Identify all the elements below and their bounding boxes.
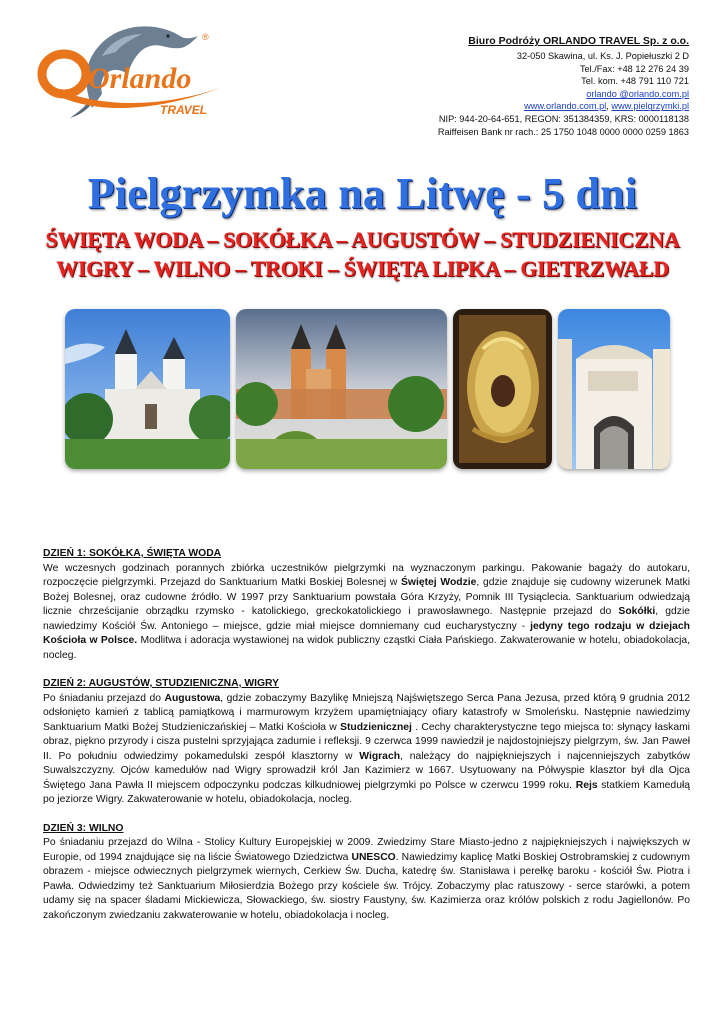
logo-subtext: TRAVEL: [160, 103, 208, 117]
route-subtitle-line-1: ŚWIĘTA WODA – SOKÓŁKA – AUGUSTÓW – STUDZIENICZNA: [45, 227, 680, 252]
registered-mark: ®: [202, 32, 209, 42]
day-description: [43, 836, 690, 923]
company-website-link[interactable]: www.orlando.com.pl: [524, 101, 607, 112]
orlando-travel-logo: [30, 22, 230, 122]
pilgrimage-website-link[interactable]: www.pielgrzymki.pl: [611, 101, 689, 112]
bold-place-name: Rejs: [575, 779, 598, 791]
bold-place-name: Świętej Wodzie: [401, 577, 477, 588]
text-run: . Cechy charakterystyczne tego miejsca to: słynący łaskami obraz, piękno przyrody i cisza pustelni sprzyjająca zadumie i refleksji. 9 czerwca 1999 nawiedził je najdostojniejszy pielgrzym, św. Jan Paweł II. Po południu odwiedzimy pokamedulski zespół klasztorny w: [43, 721, 690, 762]
photo-church-white-twin-towers: [65, 309, 230, 469]
website-separator: ,: [606, 101, 612, 112]
company-bank-account: Raiffeisen Bank nr rach.: 25 1750 1048 0000 0000 0259 1863: [437, 126, 689, 137]
route-subtitle-line-2: WIGRY – WILNO – TROKI – ŚWIĘTA LIPKA – GIETRZWAŁD: [56, 256, 669, 281]
itinerary-day: [43, 547, 690, 663]
text-run: Po śniadaniu przejazd do: [43, 692, 165, 704]
bold-place-name: Studzienicznej: [340, 721, 412, 733]
text-run: Po śniadaniu przejazd do Wilna - Stolicy Kultury Europejskiej w 2009. Zwiedzimy Stare Miasto-jedno z najpiękniejszych i największych w Europie, od 1994 znajdujące się na liście Światowego Dziedzictwa: [43, 837, 690, 863]
itinerary-day: [43, 822, 690, 924]
text-run: We wczesnych godzinach porannych zbiórka uczestników pielgrzymki na wyznaczonym parkingu. Pakowanie bagaży do autokaru, rozpoczęcie pielgrzymki. Przejazd do Sanktuarium Matki Boskiej Bolesnej w: [43, 562, 690, 588]
bold-place-name: Sokółki: [618, 606, 656, 617]
text-run: . Nawiedzimy kaplicę Matki Boskiej Ostrobramskiej z cudownym obrazem - miejsce odwiecznych pielgrzymek wiernych, Cerkiew Św. Ducha, katedrę św. Stanisława i perełkę baroku - kościół Św. Piotra i Pawła. Odwiedzimy też Sanktuarium Miłosierdzia Bożego przy kościele św. Trójcy. Zobaczymy plac ratuszowy - serce starówki, a potem udamy się na spacer śladami Mickiewicza, Słowackiego, św. siostry Faustyny, św. Kazimierza oraz królów polskich z rodu Jagiellonów. Po zakończonym zwiedzaniu zakwaterowanie w hotelu, obiadokolacja i nocleg.: [43, 851, 690, 921]
company-registration-ids: NIP: 944-20-64-651, REGON: 351384359, KRS: 0000118138: [438, 113, 689, 124]
text-run: , gdzie zobaczymy Bazylikę Mniejszą Najświętszego Serca Pana Jezusa, przed którą 9 grudnia 2012 odsłonięto kamień z tablicą pamiątkową i marmurowym krzyżem upamiętniający ofiary katastrofy w Smoleńsku. Następnie nawiedzimy Sanktuarium Matki Bożej Studzieniczańskiej – Matki Kościoła w: [43, 692, 690, 733]
day-description: [43, 562, 690, 664]
company-address: 32-050 Skawina, ul. Ks. J. Popiełuszki 2 D: [516, 51, 689, 61]
bold-place-name: UNESCO: [351, 851, 396, 863]
itinerary-day: [43, 677, 690, 808]
day-heading: DZIEŃ 1: SOKÓŁKA, ŚWIĘTA WODA: [43, 548, 222, 559]
photo-gate-of-dawn: [558, 309, 670, 469]
day-heading: DZIEŃ 3: WILNO: [43, 822, 124, 834]
company-name: Biuro Podróży ORLANDO TRAVEL Sp. z o.o.: [468, 35, 689, 47]
company-mobile: Tel. kom. +48 791 110 721: [581, 76, 689, 87]
text-run: , gdzie znajduje się cudowny wizerunek Matki Bożej Bolesnej, oraz cudowne źródło. W 1997 przy Sanktuarium powstała Góra Krzyży, Pomnik III Tysiąclecia. Sanktuarium odwiedzają licznie chrześcijanie obrządku rzymsko - katolickiego, greckokatolickiego i prawosławnego. Następnie przejazd do: [43, 577, 690, 617]
day-description: [43, 692, 690, 808]
bold-place-name: jedyny tego rodzaju w dziejach Kościoła w Polsce.: [43, 620, 690, 646]
company-info: [369, 34, 689, 138]
company-email-link[interactable]: orlando @orlando.com.pl: [586, 88, 689, 99]
bold-place-name: Wigrach: [359, 750, 401, 762]
itinerary: [43, 547, 690, 937]
text-run: statkiem Kamedułą po jeziorze Wigry. Zakwaterowanie w hotelu, obiadokolacja, nocleg.: [43, 779, 690, 805]
day-heading: DZIEŃ 2: AUGUSTÓW, STUDZIENICZNA, WIGRY: [43, 678, 279, 689]
logo-wordmark: Orlando: [88, 62, 192, 95]
text-run: , należący do najpiękniejszych i najcenniejszych zabytków Suwalszczyzny. Ojców kamedułów nad Wigry sprowadził król Jan Kazimierz w 1667. Usytuowany na Półwyspie klasztor był dla Ojca Świętego Jana Pawła II miejscem odpoczynku podczas kilkudniowej pielgrzymki po Polsce w czerwcu 1999 roku.: [43, 750, 690, 791]
dolphin-logo-icon: [30, 22, 230, 122]
bold-place-name: Augustowa: [164, 692, 221, 704]
photo-swieta-lipka-basilica: [236, 309, 447, 469]
page-title: Pielgrzymka na Litwę - 5 dni: [87, 169, 638, 218]
text-run: , gdzie nawiedzimy Kościół Św. Antoniego – miejsce, gdzie miał miejsce domniemany cud eucharystyczny -: [43, 606, 690, 632]
photo-ostra-brama-icon: [453, 309, 552, 469]
text-run: Modlitwa i adoracja wystawionej na widok publiczny cząstki Ciała Pańskiego. Zakwaterowanie w hotelu, obiadokolacja, nocleg.: [43, 635, 690, 661]
company-telfax: Tel./Fax: +48 12 276 24 39: [579, 63, 689, 74]
